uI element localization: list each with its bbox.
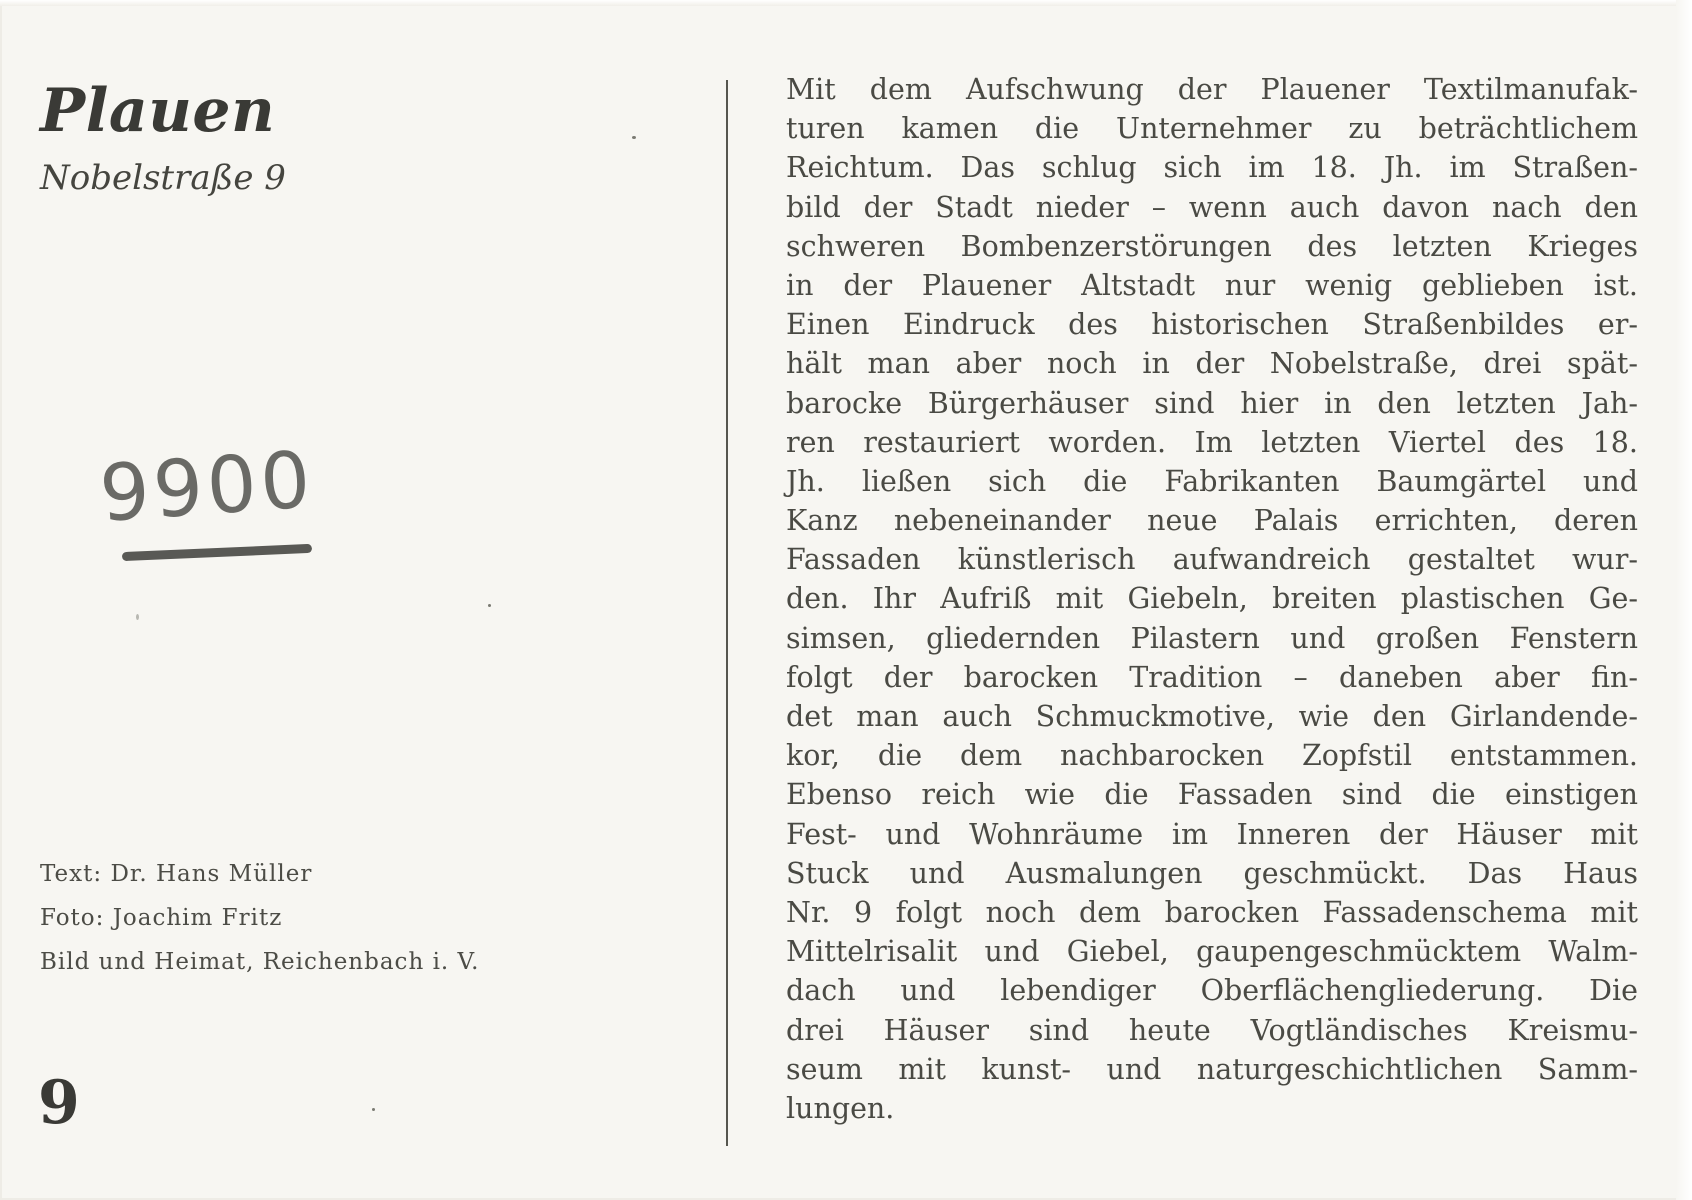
column-divider (726, 80, 728, 1146)
page-title: Plauen (40, 76, 276, 146)
card-right-edge (1676, 0, 1692, 1200)
body-text-line: drei Häuser sind heute Vogtländisches Kreismu- (786, 1013, 1638, 1047)
handwritten-underline (122, 544, 312, 561)
page-subtitle: Nobelstraße 9 (40, 158, 286, 198)
body-text-line: Mittelrisalit und Giebel, gaupengeschmücktem Walm- (786, 935, 1638, 969)
body-text-line: barocke Bürgerhäuser sind hier in den letzten Jah- (786, 386, 1638, 420)
paper-speck (372, 1108, 375, 1111)
body-text-line: Reichtum. Das schlug sich im 18. Jh. im Straßen- (786, 151, 1638, 185)
paper-speck (632, 136, 636, 139)
body-text-line: turen kamen die Unternehmer zu beträchtlichem (786, 112, 1638, 146)
body-text-line: hält man aber noch in der Nobelstraße, drei spät- (786, 347, 1638, 381)
body-text-line: simsen, gliedernden Pilastern und großen Fenstern (786, 621, 1638, 655)
body-text-line: dach und lebendiger Oberflächengliederung. Die (786, 974, 1638, 1008)
body-text-line: ren restauriert worden. Im letzten Viertel des 18. (786, 425, 1638, 459)
credits-block (40, 852, 479, 984)
body-text-line: in der Plauener Altstadt nur wenig geblieben ist. (786, 268, 1638, 302)
handwritten-note: 9900 (96, 435, 318, 540)
body-text-line: Ebenso reich wie die Fassaden sind die einstigen (786, 778, 1638, 812)
card-number: 9 (38, 1068, 80, 1138)
body-text-line: kor, die dem nachbarocken Zopfstil entstammen. (786, 739, 1638, 773)
paper-speck (488, 604, 491, 607)
body-text-line: det man auch Schmuckmotive, wie den Girlandende- (786, 700, 1638, 733)
body-text-line: Stuck und Ausmalungen geschmückt. Das Haus (786, 856, 1638, 890)
body-text-line: Nr. 9 folgt noch dem barocken Fassadenschema mit (786, 895, 1638, 929)
body-text-line: den. Ihr Aufriß mit Giebeln, breiten plastischen Ge- (786, 582, 1638, 616)
body-text-line: lungen. (786, 1091, 895, 1125)
credit-publisher: Bild und Heimat, Reichenbach i. V. (40, 949, 480, 975)
card-top-edge (0, 0, 1692, 6)
body-text-line: seum mit kunst- und naturgeschichtlichen Samm- (786, 1052, 1638, 1086)
body-text-line: schweren Bombenzerstörungen des letzten Krieges (786, 229, 1638, 263)
body-text-line: Fest- und Wohnräume im Inneren der Häuser mit (786, 817, 1638, 851)
body-text-line: Fassaden künstlerisch aufwandreich gestaltet wur- (786, 543, 1638, 577)
body-text-line: Jh. ließen sich die Fabrikanten Baumgärtel und (786, 464, 1638, 498)
credit-text: Text: Dr. Hans Müller (40, 861, 313, 887)
credit-photo: Foto: Joachim Fritz (40, 905, 283, 931)
body-text-line: Mit dem Aufschwung der Plauener Textilmanufak- (786, 73, 1638, 106)
body-text-line: Kanz nebeneinander neue Palais errichten, deren (786, 504, 1638, 538)
body-text (786, 70, 1638, 1128)
body-text-line: Einen Eindruck des historischen Straßenbildes er- (786, 308, 1638, 342)
body-text-line: folgt der barocken Tradition – daneben aber fin- (786, 660, 1638, 694)
body-text-line: bild der Stadt nieder – wenn auch davon nach den (786, 190, 1638, 224)
paper-speck (136, 614, 139, 620)
